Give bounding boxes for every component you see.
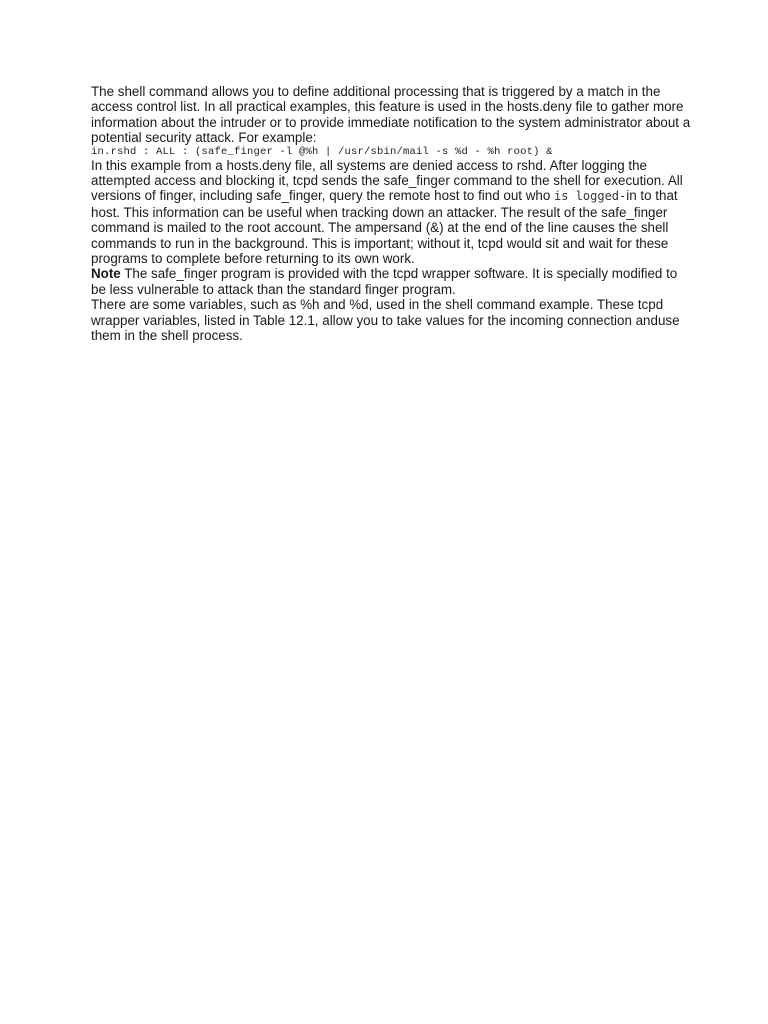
code-example: in.rshd : ALL : (safe_finger -l @%h | /usr/sbin/mail -s %d - %h root) & [91, 145, 553, 158]
explanation-text-part2: in to that host. This information can be useful when tracking down an attacker. The result of the safe_finger command is mailed to the root account. The ampersand (&) at the end of the line causes the shell commands to run in the background. This is important; without it, tcpd would sit and wait for these programs to complete before returning to its own work. [91, 188, 678, 267]
note-label: Note [91, 266, 121, 282]
variables-paragraph: There are some variables, such as %h and %d, used in the shell command example. These tcpd wrapper variables, listed in Table 12.1, allow you to take values for the incoming connection anduse them in the shell process. [91, 297, 680, 344]
intro-paragraph: The shell command allows you to define additional processing that is triggered by a match in the access control list. In all practical examples, this feature is used in the hosts.deny file to gather more information about the intruder or to provide immediate notification to the system administrator about a potential security attack. For example: [91, 84, 691, 146]
explanation-text-part1: In this example from a hosts.deny file, all systems are denied access to rshd. After logging the attempted access and blocking it, tcpd sends the safe_finger command to the shell for execution. All versions of finger, including safe_finger, query the remote host to find out who [91, 157, 683, 204]
document-body [91, 84, 691, 344]
note-paragraph [91, 266, 691, 297]
explanation-mono-text: is logged- [554, 189, 627, 204]
explanation-paragraph [91, 158, 691, 267]
note-text: The safe_finger program is provided with the tcpd wrapper software. It is specially modified to be less vulnerable to attack than the standard finger program. [91, 266, 678, 297]
